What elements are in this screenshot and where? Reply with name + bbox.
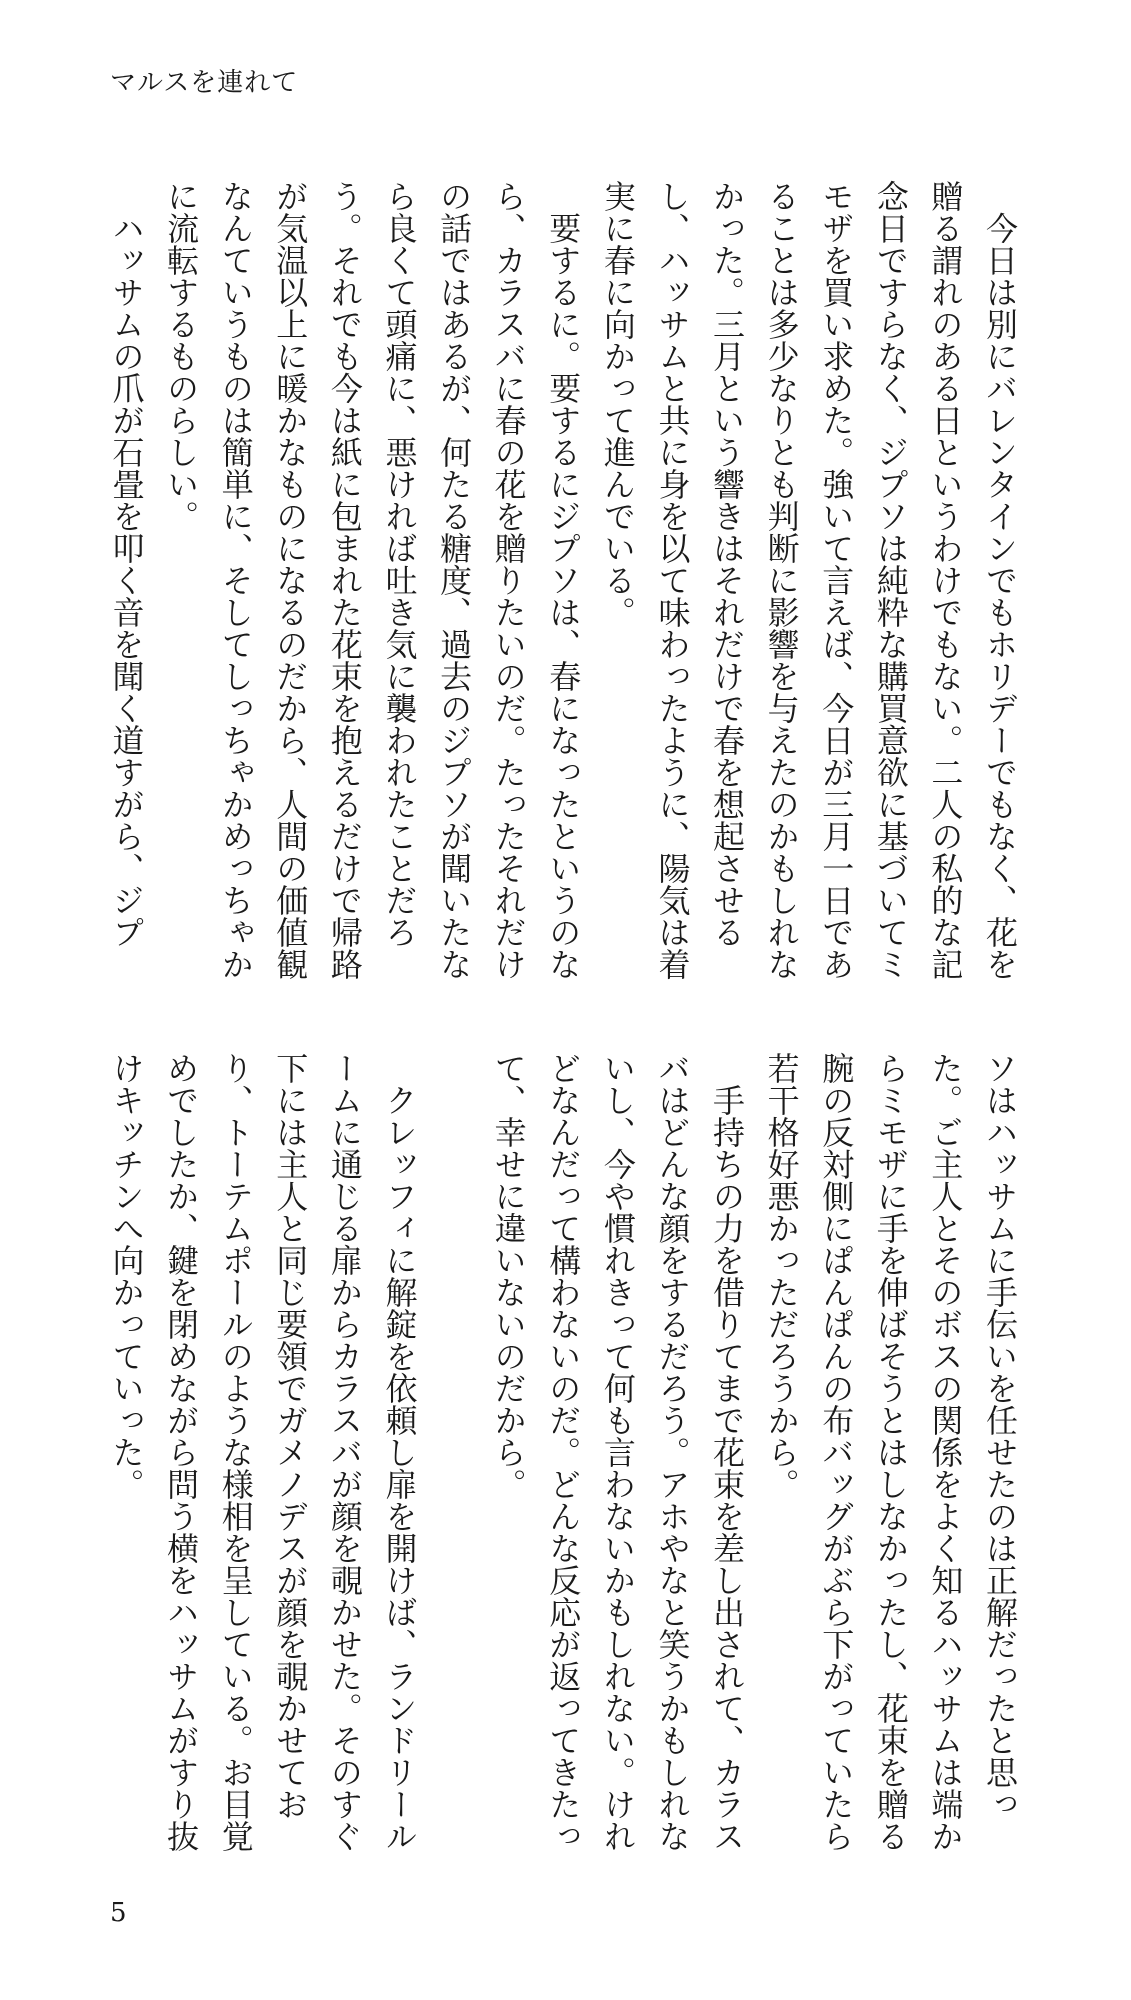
- paragraph: 手持ちの力を借りてまで花束を差し出されて、カラスバはどんな顔をするだろう。アホやなと笑うかもしれないし、今や慣れきって何も言わないかもしれない。けれどなんだって構わないのだ。どんな反応が返ってきたって、幸せに違いないのだから。: [489, 1052, 747, 1852]
- running-header: マルスを連れて: [110, 68, 299, 98]
- paragraph: 要するに。要するにジプソは、春になったというのなら、カラスバに春の花を贈りたいのだ。たったそれだけの話ではあるが、何たる糖度、過去のジプソが聞いたなら良くて頭痛に、悪ければ吐き気に襲われたことだろう。それでも今は紙に包まれた花束を抱えるだけで帰路が気温以上に暖かなものになるのだから、人間の価値観なんていうものは簡単に、そしてしっちゃかめっちゃかに流転するものらしい。: [162, 180, 583, 980]
- blank-line: [426, 1052, 481, 1852]
- paragraph: ソはハッサムに手伝いを任せたのは正解だったと思った。ご主人とそのボスの関係をよく知るハッサムは端からミモザに手を伸ばそうとはしなかったし、花束を贈る腕の反対側にぱんぱんの布バッグがぶら下がっていたら若干格好悪かっただろうから。: [762, 1052, 1019, 1852]
- paragraph: 今日は別にバレンタインでもホリデーでもなく、花を贈る謂れのある日というわけでもない。二人の私的な記念日ですらなく、ジプソは純粋な購買意欲に基づいてミモザを買い求めた。強いて言えば、今日が三月一日であることは多少なりとも判断に影響を与えたのかもしれなかった。三月という響きはそれだけで春を想起させるし、ハッサムと共に身を以て味わったように、陽気は着実に春に向かって進んでいる。: [598, 180, 1019, 980]
- page-number: 5: [110, 1898, 127, 1928]
- bottom-text-block: [87, 1052, 1027, 1852]
- paragraph: ハッサムの爪が石畳を叩く音を聞く道すがら、ジプ: [107, 212, 146, 948]
- top-text-block: [87, 180, 1027, 980]
- paragraph: クレッフィに解錠を依頼し扉を開けば、ランドリールームに通じる扉からカラスバが顔を覗かせた。そのすぐ下には主人と同じ要領でガメノデスが顔を覗かせており、トーテムポールのような様相を呈している。お目覚めでしたか、鍵を閉めながら問う横をハッサムがすり抜けキッチンへ向かっていった。: [107, 1052, 419, 1852]
